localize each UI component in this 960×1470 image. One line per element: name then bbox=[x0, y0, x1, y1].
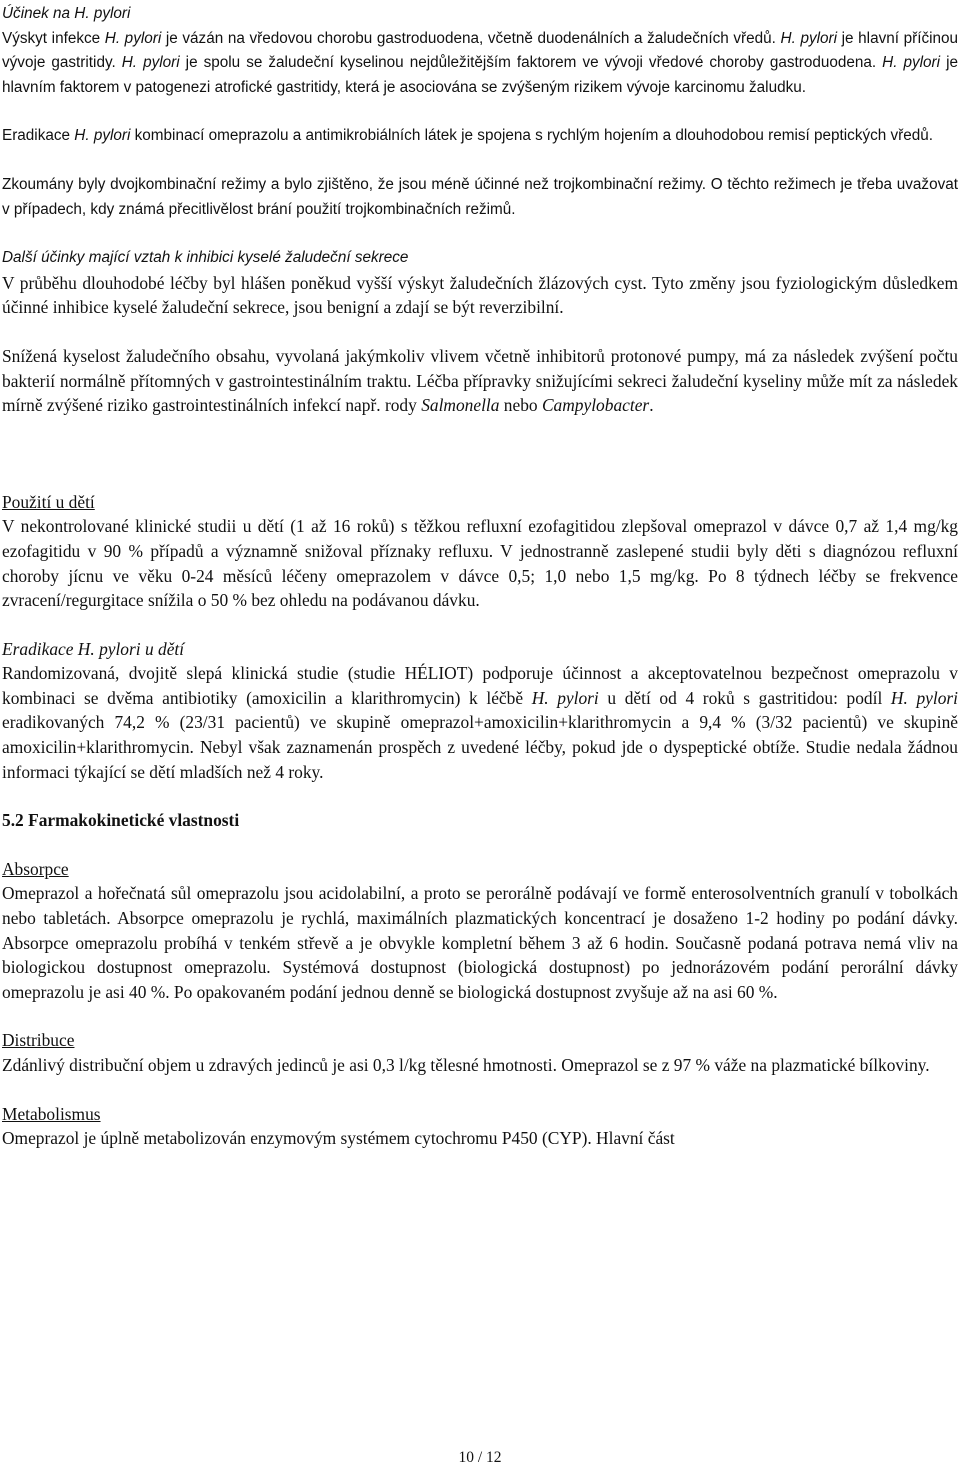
paragraph-metabolism: Omeprazol je úplně metabolizován enzymovým systémem cytochromu P450 (CYP). Hlavní část bbox=[2, 1128, 675, 1149]
paragraph-other-effects-2: Snížená kyselost žaludečního obsahu, vyvolaná jakýmkoliv vlivem včetně inhibitorů protonové pumpy, má za následek zvýšení počtu bakterií normálně přítomných v gastrointestinálním traktu. Léčba přípravky snižujícími sekreci žaludeční kyseliny může mít za následek mírně zvýšené riziko gastrointestinálních infekcí např. rody Salmonella nebo Campylobacter. bbox=[2, 345, 958, 416]
page-number: 10 / 12 bbox=[458, 1449, 502, 1466]
subsection-title-metabolism: Metabolismus bbox=[2, 1103, 101, 1124]
paragraph-pediatric-hp: Randomizovaná, dvojitě slepá klinická studie (studie HÉLIOT) podporuje účinnost a akceptovatelnou bezpečnost omeprazolu v kombinaci se dvěma antibiotiky (amoxicilin a klarithromycin) k léčbě H. pylori u dětí od 4 roků s gastritidou: podíl H. pylori eradikovaných 74,2 % (23/31 pacientů) ve skupině omeprazol+amoxicilin+klarithromycin a 9,4 % (3/32 pacientů) ve skupině amoxicilin+klarithromycin. Nebyl však zaznamenán prospěch z uvedené léčby, pokud jde o dyspeptické obtíže. Studie nedala žádnou informaci týkající se dětí mladších než 4 roky. bbox=[2, 663, 958, 782]
section-title-pediatric: Použití u dětí bbox=[2, 491, 95, 512]
section-title-pharmacokinetics: 5.2 Farmakokinetické vlastnosti bbox=[2, 810, 240, 831]
paragraph-hp-effect-1: Výskyt infekce H. pylori je vázán na vředovou chorobu gastroduodena, včetně duodenálních a žaludečních vředů. H. pylori je hlavní příčinou vývoje gastritidy. H. pylori je spolu se žaludeční kyselinou nejdůležitějším faktorem ve vývoji vředové choroby gastroduodena. H. pylori je hlavním faktorem v patogenezi atrofické gastritidy, která je asociována se zvýšeným rizikem vývoje karcinomu žaludku. bbox=[2, 29, 959, 96]
section-title-other-effects: Další účinky mající vztah k inhibici kyselé žaludeční sekrece bbox=[2, 249, 409, 267]
subsection-title-distribution: Distribuce bbox=[2, 1030, 75, 1051]
section-title-hp-effect: Účinek na H. pylori bbox=[2, 5, 131, 22]
document-content bbox=[2, 0, 958, 1151]
paragraph-absorption: Omeprazol a hořečnatá sůl omeprazolu jsou acidolabilní, a proto se perorálně podávají ve formě enterosolventních granulí v tobolkách nebo tabletách. Absorpce omeprazolu je rychlá, maximálních plazmatických koncentrací je dosaženo 1-2 hodiny po podání dávky. Absorpce omeprazolu probíhá v tenkém střevě a je obvykle kompletní během 3 až 6 hodin. Současně podaná potrava nemá vliv na biologickou dostupnost omeprazolu. Systémová dostupnost (biologická dostupnost) po jednorázovém podání perorální dávky omeprazolu je asi 40 %. Po opakovaném podání jednou denně se biologická dostupnost zvyšuje až na asi 60 %. bbox=[2, 883, 958, 1002]
paragraph-other-effects-1: V průběhu dlouhodobé léčby byl hlášen poněkud vyšší výskyt žaludečních žlázových cyst. Tyto změny jsou fyziologickým důsledkem účinné inhibice kyselé žaludeční sekrece, jsou benigní a zdají se být reverzibilní. bbox=[2, 272, 958, 318]
paragraph-hp-effect-2: Eradikace H. pylori kombinací omeprazolu a antimikrobiálních látek je spojena s rychlým hojením a dlouhodobou remisí peptických vředů. bbox=[2, 127, 934, 145]
section-title-pediatric-hp: Eradikace H. pylori u dětí bbox=[2, 638, 185, 659]
paragraph-regimens: Zkoumány byly dvojkombinační režimy a bylo zjištěno, že jsou méně účinné než trojkombinační režimy. O těchto režimech je třeba uvažovat v případech, kdy známá přecitlivělost brání použití trojkombinačních režimů. bbox=[2, 175, 958, 218]
subsection-title-absorption: Absorpce bbox=[2, 858, 69, 879]
paragraph-pediatric: V nekontrolované klinické studii u dětí (1 až 16 roků) s těžkou refluxní ezofagitidou zlepšoval omeprazol v dávce 0,7 až 1,4 mg/kg ezofagitidu v 90 % případů a významně snižoval příznaky refluxu. V jednostranně zaslepené studii byly děti s diagnózou refluxní choroby jícnu ve věku 0-24 měsíců léčeny omeprazolem v dávce 0,5; 1,0 nebo 1,5 mg/kg. Po 8 týdnech léčby se frekvence zvracení/regurgitace snížila o 50 % bez ohledu na podávanou dávku. bbox=[2, 516, 958, 611]
paragraph-distribution: Zdánlivý distribuční objem u zdravých jedinců je asi 0,3 l/kg tělesné hmotnosti. Omeprazol se z 97 % váže na plazmatické bílkoviny. bbox=[2, 1055, 930, 1075]
